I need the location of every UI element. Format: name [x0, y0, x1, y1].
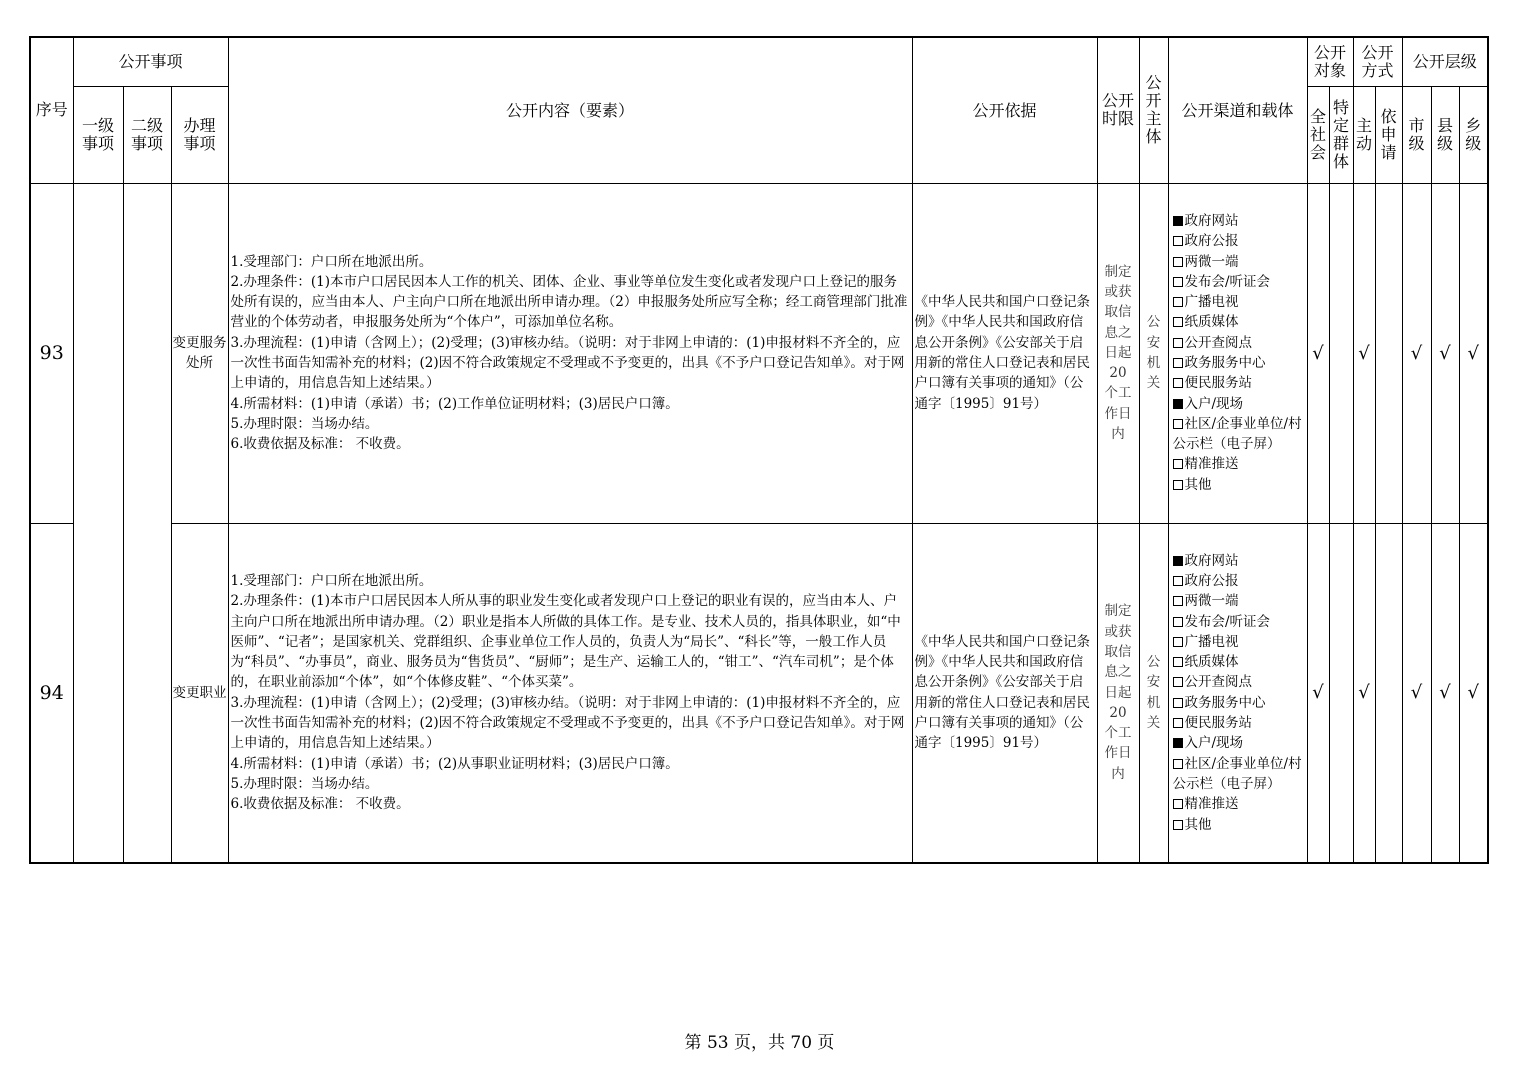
channel-item: 便民服务站: [1173, 713, 1303, 733]
target-all-check: √: [1307, 183, 1329, 523]
checkbox-empty-icon: [1173, 297, 1183, 307]
checkbox-checked-icon: [1173, 216, 1183, 226]
content-line: 4.所需材料：(1)申请（承诺）书；(2)工作单位证明材料；(3)居民户口簿。: [230, 395, 679, 412]
channel-item: 精准推送: [1173, 794, 1303, 814]
channel-item: 纸质媒体: [1173, 312, 1303, 332]
checkbox-empty-icon: [1173, 576, 1183, 586]
method-apply-check: [1375, 183, 1402, 523]
handle-item: 变更服务处所: [171, 183, 228, 523]
channel-item: 发布会/听证会: [1173, 272, 1303, 292]
table-row: [30, 523, 1488, 863]
row-seq: 93: [30, 183, 73, 523]
content-line: 3.办理流程：(1)申请（含网上）；(2)受理；(3)审核办结。（说明：对于非网上申请的：(1)申报材料不齐全的，应一次性书面告知需补充的材料；(2)因不符合政策规定不受理或不予变更的，出具《不予户口登记告知单》。对于网上申请的，用信息告知上述结果。）: [230, 694, 905, 752]
header-method-apply: 依申请: [1375, 86, 1402, 183]
page-footer: 第 53 页，共 70 页: [684, 1033, 835, 1053]
checkbox-checked-icon: [1173, 556, 1183, 566]
channel-item: 社区/企事业单位/村公示栏（电子屏）: [1172, 415, 1302, 453]
basis-cell: 《中华人民共和国户口登记条例》《中华人民共和国政府信息公开条例》《公安部关于启用新的常住人口登记表和居民户口簿有关事项的通知》（公通字〔1995〕91号）: [912, 523, 1097, 863]
subject-cell: 公安机关: [1139, 523, 1168, 863]
table-row: [30, 183, 1488, 523]
checkbox-empty-icon: [1173, 257, 1183, 267]
checkbox-empty-icon: [1173, 820, 1183, 830]
channel-item: 政府网站: [1173, 211, 1303, 231]
checkbox-empty-icon: [1173, 698, 1183, 708]
level-town-check: √: [1459, 183, 1488, 523]
level1-cell: [73, 183, 123, 863]
header-seq: 序号: [30, 37, 73, 183]
checkbox-empty-icon: [1173, 637, 1183, 647]
channel-item: 广播电视: [1173, 632, 1303, 652]
header-target: 公开对象: [1307, 37, 1353, 86]
header-level1: 一级事项: [73, 86, 123, 183]
checkbox-empty-icon: [1173, 459, 1183, 469]
channel-item: 入户/现场: [1173, 733, 1303, 753]
level-city-check: √: [1402, 183, 1431, 523]
header-level2: 二级事项: [123, 86, 171, 183]
header-channel: 公开渠道和载体: [1168, 37, 1307, 183]
content-line: 5.办理时限：当场办结。: [230, 415, 379, 432]
checkbox-empty-icon: [1173, 480, 1183, 490]
row-seq: 94: [30, 523, 73, 863]
checkbox-empty-icon: [1173, 617, 1183, 627]
method-apply-check: [1375, 523, 1402, 863]
checkbox-empty-icon: [1173, 277, 1183, 287]
checkbox-empty-icon: [1173, 419, 1183, 429]
channel-item: 广播电视: [1173, 292, 1303, 312]
level-city-check: √: [1402, 523, 1431, 863]
checkbox-empty-icon: [1173, 799, 1183, 809]
subject-cell: 公安机关: [1139, 183, 1168, 523]
channel-item: 政府公报: [1173, 231, 1303, 251]
header-public-item: 公开事项: [73, 37, 228, 86]
method-active-check: √: [1353, 523, 1375, 863]
checkbox-empty-icon: [1173, 718, 1183, 728]
time-limit-cell: 制定或获取信息之日起20个工作日内: [1097, 523, 1139, 863]
checkbox-checked-icon: [1173, 738, 1183, 748]
disclosure-table: [29, 36, 1489, 864]
header-content: 公开内容（要素）: [228, 37, 912, 183]
checkbox-empty-icon: [1173, 759, 1183, 769]
checkbox-empty-icon: [1173, 338, 1183, 348]
header-method: 公开方式: [1353, 37, 1402, 86]
channel-item: 政务服务中心: [1173, 693, 1303, 713]
content-line: 4.所需材料：(1)申请（承诺）书；(2)从事职业证明材料；(3)居民户口簿。: [230, 755, 679, 772]
checkbox-empty-icon: [1173, 378, 1183, 388]
header-handle: 办理事项: [171, 86, 228, 183]
content-cell: [228, 183, 912, 523]
channel-item: 纸质媒体: [1173, 652, 1303, 672]
checkbox-checked-icon: [1173, 399, 1183, 409]
channel-item: 入户/现场: [1173, 394, 1303, 414]
level-county-check: √: [1431, 183, 1459, 523]
level-county-check: √: [1431, 523, 1459, 863]
header-time-limit: 公开时限: [1097, 37, 1139, 183]
target-specific-check: [1329, 183, 1353, 523]
target-specific-check: [1329, 523, 1353, 863]
basis-cell: 《中华人民共和国户口登记条例》《中华人民共和国政府信息公开条例》《公安部关于启用新的常住人口登记表和居民户口簿有关事项的通知》（公通字〔1995〕91号）: [912, 183, 1097, 523]
channel-item: 其他: [1173, 475, 1303, 495]
header-method-active: 主动: [1353, 86, 1375, 183]
handle-item: 变更职业: [171, 523, 228, 863]
checkbox-empty-icon: [1173, 358, 1183, 368]
time-limit-cell: 制定或获取信息之日起20个工作日内: [1097, 183, 1139, 523]
channels-cell: [1168, 183, 1307, 523]
channel-item: 政府网站: [1173, 551, 1303, 571]
checkbox-empty-icon: [1173, 317, 1183, 327]
content-line: 6.收费依据及标准： 不收费。: [230, 436, 410, 453]
channel-item: 政务服务中心: [1173, 353, 1303, 373]
channels-cell: [1168, 523, 1307, 863]
channel-item: 两微一端: [1173, 252, 1303, 272]
content-line: 1.受理部门：户口所在地派出所。: [230, 253, 433, 270]
channel-item: 公开查阅点: [1173, 672, 1303, 692]
content-line: 3.办理流程：(1)申请（含网上）；(2)受理；(3)审核办结。（说明：对于非网上申请的：(1)申报材料不齐全的，应一次性书面告知需补充的材料；(2)因不符合政策规定不受理或不予变更的，出具《不予户口登记告知单》。对于网上申请的，用信息告知上述结果。）: [230, 334, 905, 392]
header-level-county: 县级: [1431, 86, 1459, 183]
channel-item: 公开查阅点: [1173, 333, 1303, 353]
channel-item: 便民服务站: [1173, 373, 1303, 393]
channel-item: 两微一端: [1173, 591, 1303, 611]
header-basis: 公开依据: [912, 37, 1097, 183]
content-line: 2.办理条件：(1)本市户口居民因本人所从事的职业发生变化或者发现户口上登记的职业有误的，应当由本人、户主向户口所在地派出所申请办理。（2）职业是指本人所做的具体工作。是专业、技术人员的，指具体职业，如“中医师”、“记者”；是国家机关、党群组织、企事业单位工作人员的，负责人为“局长”、“科长”等，一般工作人员为“科员”、“办事员”，商业、服务员为“售货员”、“厨师”；是生产、运输工人的，“钳工”、“汽车司机”；是个体的，在职业前添加“个体”，如“个体修皮鞋”、“个体买菜”。: [230, 593, 901, 691]
header-level-city: 市级: [1402, 86, 1431, 183]
channel-item: 社区/企事业单位/村公示栏（电子屏）: [1172, 755, 1302, 792]
channel-item: 政府公报: [1173, 571, 1303, 591]
header-level: 公开层级: [1402, 37, 1488, 86]
header-target-specific: 特定群体: [1329, 86, 1353, 183]
content-line: 2.办理条件：(1)本市户口居民因本人工作的机关、团体、企业、事业等单位发生变化或者发现户口上登记的服务处所有误的，应当由本人、户主向户口所在地派出所申请办理。（2）申报服务处所应写全称；经工商管理部门批准营业的个体劳动者，申报服务处所为“个体户”，可添加单位名称。: [230, 273, 908, 331]
header-subject: 公开主体: [1139, 37, 1168, 183]
channel-item: 其他: [1173, 815, 1303, 835]
level2-cell: [123, 183, 171, 863]
content-line: 5.办理时限：当场办结。: [230, 775, 379, 792]
level-town-check: √: [1459, 523, 1488, 863]
checkbox-empty-icon: [1173, 236, 1183, 246]
checkbox-empty-icon: [1173, 657, 1183, 667]
target-all-check: √: [1307, 523, 1329, 863]
channel-item: 精准推送: [1173, 454, 1303, 474]
header-level-town: 乡级: [1459, 86, 1488, 183]
content-line: 6.收费依据及标准： 不收费。: [230, 796, 410, 813]
content-line: 1.受理部门：户口所在地派出所。: [230, 572, 433, 589]
content-cell: [228, 523, 912, 863]
checkbox-empty-icon: [1173, 677, 1183, 687]
method-active-check: √: [1353, 183, 1375, 523]
header-target-all: 全社会: [1307, 86, 1329, 183]
channel-item: 发布会/听证会: [1173, 612, 1303, 632]
checkbox-empty-icon: [1173, 596, 1183, 606]
